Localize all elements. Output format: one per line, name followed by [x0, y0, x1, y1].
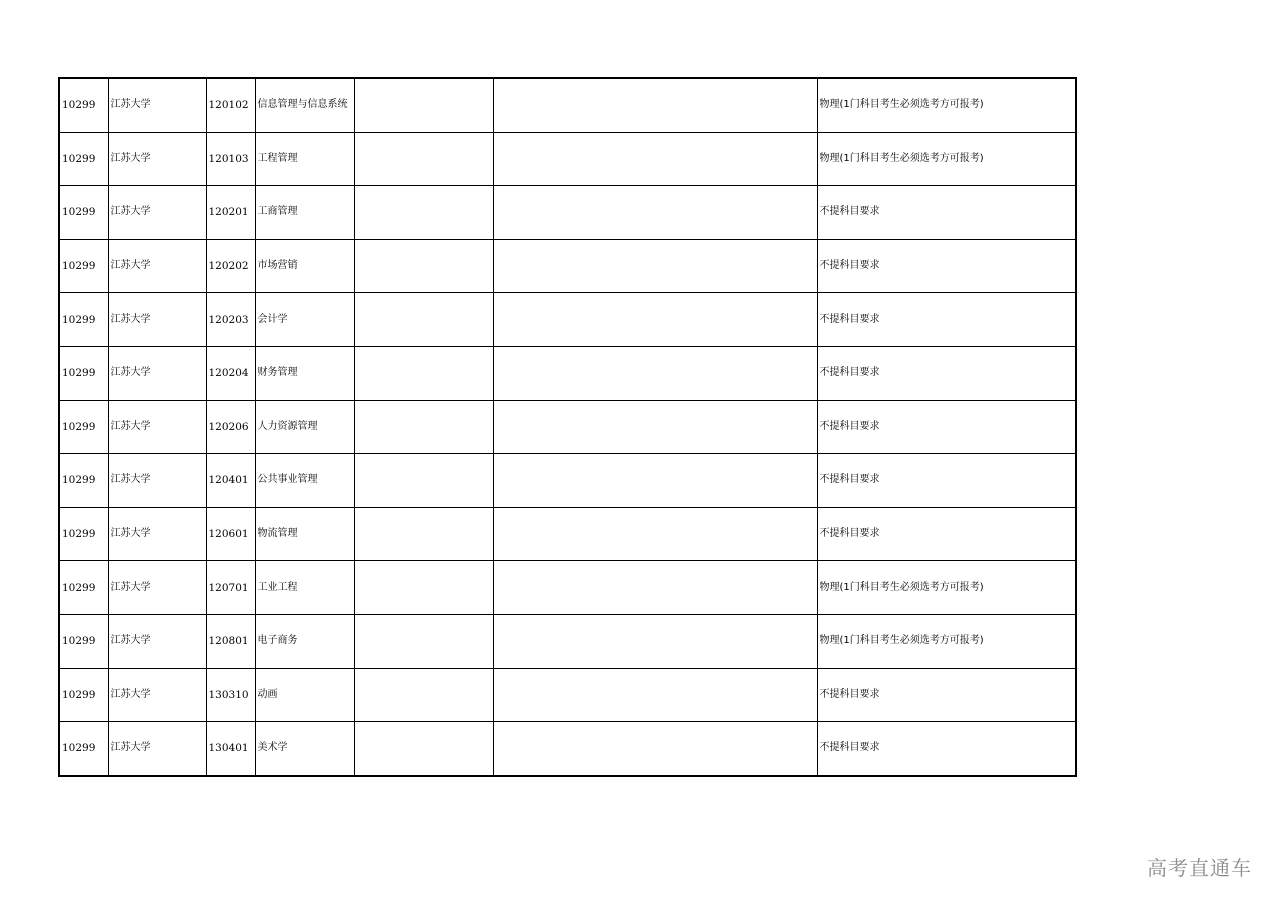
major-code-cell: 120601 [206, 507, 255, 561]
empty-cell [493, 454, 817, 508]
school-name-cell: 江苏大学 [108, 722, 206, 776]
empty-cell [493, 132, 817, 186]
major-name-cell: 会计学 [255, 293, 354, 347]
school-code-cell: 10299 [59, 722, 108, 776]
major-name-cell: 工商管理 [255, 186, 354, 240]
empty-cell [493, 293, 817, 347]
table-row [59, 454, 1076, 508]
school-name-cell: 江苏大学 [108, 132, 206, 186]
major-code-cell: 120701 [206, 561, 255, 615]
table-row [59, 614, 1076, 668]
empty-cell [493, 722, 817, 776]
major-name-cell: 美术学 [255, 722, 354, 776]
school-name-cell: 江苏大学 [108, 614, 206, 668]
table-row [59, 561, 1076, 615]
empty-cell [354, 400, 493, 454]
empty-cell [354, 614, 493, 668]
major-name-cell: 人力资源管理 [255, 400, 354, 454]
table-row [59, 186, 1076, 240]
school-code-cell: 10299 [59, 614, 108, 668]
subject-requirement-cell: 不提科目要求 [817, 722, 1076, 776]
empty-cell [354, 293, 493, 347]
subject-requirement-cell: 不提科目要求 [817, 454, 1076, 508]
empty-cell [354, 668, 493, 722]
table-row [59, 722, 1076, 776]
school-name-cell: 江苏大学 [108, 293, 206, 347]
major-name-cell: 工程管理 [255, 132, 354, 186]
subject-requirement-cell: 物理(1门科目考生必须选考方可报考) [817, 614, 1076, 668]
major-code-cell: 120102 [206, 78, 255, 132]
subject-requirement-cell: 物理(1门科目考生必须选考方可报考) [817, 78, 1076, 132]
subject-requirement-cell: 物理(1门科目考生必须选考方可报考) [817, 132, 1076, 186]
empty-cell [493, 507, 817, 561]
major-name-cell: 物流管理 [255, 507, 354, 561]
subject-requirement-cell: 物理(1门科目考生必须选考方可报考) [817, 561, 1076, 615]
major-name-cell: 市场营销 [255, 239, 354, 293]
school-code-cell: 10299 [59, 186, 108, 240]
school-code-cell: 10299 [59, 346, 108, 400]
subject-requirement-cell: 不提科目要求 [817, 668, 1076, 722]
major-name-cell: 公共事业管理 [255, 454, 354, 508]
table-body [59, 78, 1076, 776]
major-name-cell: 信息管理与信息系统 [255, 78, 354, 132]
school-code-cell: 10299 [59, 561, 108, 615]
empty-cell [354, 78, 493, 132]
major-code-cell: 130401 [206, 722, 255, 776]
empty-cell [354, 132, 493, 186]
school-name-cell: 江苏大学 [108, 454, 206, 508]
school-code-cell: 10299 [59, 400, 108, 454]
table-row [59, 132, 1076, 186]
table-row [59, 507, 1076, 561]
school-code-cell: 10299 [59, 507, 108, 561]
subject-requirement-cell: 不提科目要求 [817, 346, 1076, 400]
school-name-cell: 江苏大学 [108, 186, 206, 240]
table-row [59, 668, 1076, 722]
empty-cell [493, 668, 817, 722]
school-code-cell: 10299 [59, 239, 108, 293]
major-code-cell: 120203 [206, 293, 255, 347]
major-code-cell: 120202 [206, 239, 255, 293]
major-code-cell: 120801 [206, 614, 255, 668]
school-name-cell: 江苏大学 [108, 239, 206, 293]
school-code-cell: 10299 [59, 132, 108, 186]
empty-cell [493, 186, 817, 240]
empty-cell [354, 507, 493, 561]
school-name-cell: 江苏大学 [108, 400, 206, 454]
school-code-cell: 10299 [59, 668, 108, 722]
subject-requirement-cell: 不提科目要求 [817, 186, 1076, 240]
table-row [59, 239, 1076, 293]
school-name-cell: 江苏大学 [108, 668, 206, 722]
major-code-cell: 120206 [206, 400, 255, 454]
table-row [59, 400, 1076, 454]
school-name-cell: 江苏大学 [108, 78, 206, 132]
school-code-cell: 10299 [59, 454, 108, 508]
subject-requirements-table [58, 77, 1077, 777]
school-code-cell: 10299 [59, 293, 108, 347]
empty-cell [354, 186, 493, 240]
major-code-cell: 120204 [206, 346, 255, 400]
major-code-cell: 130310 [206, 668, 255, 722]
subject-requirement-cell: 不提科目要求 [817, 400, 1076, 454]
major-code-cell: 120103 [206, 132, 255, 186]
major-name-cell: 电子商务 [255, 614, 354, 668]
major-code-cell: 120201 [206, 186, 255, 240]
watermark-text: 高考直通车 [1147, 856, 1252, 880]
subject-requirement-cell: 不提科目要求 [817, 239, 1076, 293]
empty-cell [493, 614, 817, 668]
empty-cell [354, 561, 493, 615]
empty-cell [354, 722, 493, 776]
school-name-cell: 江苏大学 [108, 507, 206, 561]
empty-cell [354, 346, 493, 400]
school-name-cell: 江苏大学 [108, 346, 206, 400]
major-name-cell: 工业工程 [255, 561, 354, 615]
empty-cell [493, 346, 817, 400]
school-code-cell: 10299 [59, 78, 108, 132]
table-row [59, 293, 1076, 347]
subject-requirement-cell: 不提科目要求 [817, 507, 1076, 561]
empty-cell [354, 454, 493, 508]
table-row [59, 78, 1076, 132]
empty-cell [493, 78, 817, 132]
subject-requirement-cell: 不提科目要求 [817, 293, 1076, 347]
table-row [59, 346, 1076, 400]
empty-cell [493, 239, 817, 293]
major-name-cell: 财务管理 [255, 346, 354, 400]
empty-cell [493, 400, 817, 454]
empty-cell [354, 239, 493, 293]
empty-cell [493, 561, 817, 615]
school-name-cell: 江苏大学 [108, 561, 206, 615]
major-name-cell: 动画 [255, 668, 354, 722]
major-code-cell: 120401 [206, 454, 255, 508]
